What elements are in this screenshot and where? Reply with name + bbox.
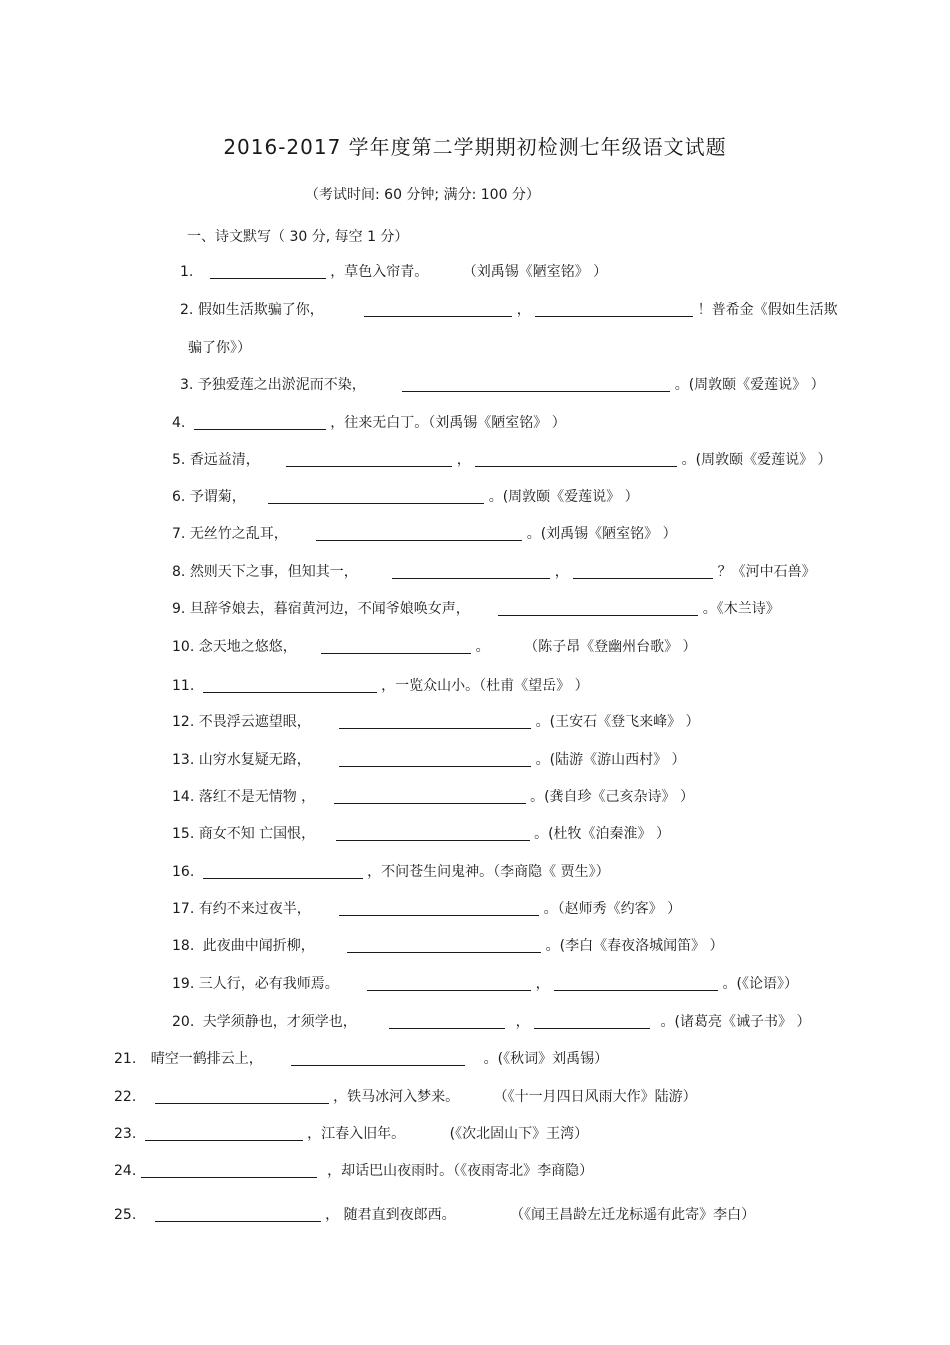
question-number: 1. [180, 264, 194, 280]
question-text: ， [515, 1014, 530, 1030]
question-number: 16. [172, 864, 195, 880]
question-13 [172, 750, 686, 770]
question-text: 香远益清， [189, 452, 260, 468]
answer-blank[interactable] [535, 302, 693, 317]
question-text: 晴空一鹤排云上， [150, 1051, 263, 1067]
question-text: 有约不来过夜半， [198, 901, 311, 917]
question-number: 24. [114, 1163, 137, 1179]
question-12 [172, 712, 700, 732]
question-number: 15. [172, 826, 195, 842]
answer-blank[interactable] [316, 526, 522, 541]
answer-blank[interactable] [145, 1126, 303, 1141]
question-text: 假如生活欺骗了你， [197, 302, 324, 318]
answer-blank[interactable] [498, 601, 698, 616]
answer-blank[interactable] [286, 452, 452, 467]
answer-blank[interactable] [336, 826, 530, 841]
question-number: 6. [172, 489, 186, 505]
question-text: 商女不知 亡国恨， [198, 826, 316, 842]
question-text: ， 随君直到夜郎西。 [325, 1207, 456, 1223]
question-source: （《闻王昌龄左迁龙标遥有此寄》李白） [510, 1207, 756, 1223]
question-text: 落红不是无情物 ， [198, 789, 316, 805]
answer-blank[interactable] [194, 415, 326, 430]
answer-blank[interactable] [155, 1089, 329, 1104]
answer-blank[interactable] [554, 976, 718, 991]
question-text: ！普希金《假如生活欺 [697, 302, 838, 318]
answer-blank[interactable] [203, 678, 377, 693]
question-text: ，江春入旧年。 [307, 1126, 406, 1142]
question-number: 4. [172, 415, 186, 431]
question-text: 夫学须静也，才须学也， [202, 1014, 357, 1030]
question-text: ，草色入帘青。 [330, 264, 429, 280]
question-9 [172, 599, 780, 619]
question-text: 。《木兰诗》 [702, 601, 780, 617]
question-text: 念天地之悠悠， [198, 639, 297, 655]
question-1 [180, 262, 607, 282]
question-text: ， [516, 302, 531, 318]
question-number: 22. [114, 1089, 137, 1105]
question-6 [172, 487, 639, 507]
question-number: 11. [172, 678, 195, 694]
question-2-cont [188, 338, 251, 358]
question-text: ， [554, 564, 569, 580]
answer-blank[interactable] [475, 452, 677, 467]
exam-info: （考试时间: 60 分钟; 满分: 100 分） [305, 187, 540, 203]
answer-blank[interactable] [339, 714, 531, 729]
question-number: 17. [172, 901, 195, 917]
question-number: 14. [172, 789, 195, 805]
answer-blank[interactable] [268, 489, 484, 504]
answer-blank[interactable] [573, 564, 713, 579]
question-number: 8. [172, 564, 186, 580]
question-text: ，一览众山小。（杜甫《望岳》 ） [381, 678, 589, 694]
question-22 [114, 1087, 697, 1107]
question-20 [172, 1012, 810, 1032]
answer-blank[interactable] [210, 264, 326, 279]
question-25 [114, 1205, 755, 1225]
question-18 [172, 936, 724, 956]
question-number: 3. [180, 377, 194, 393]
question-text: 三人行，必有我师焉。 [198, 976, 339, 992]
question-text: 。(《秋词》刘禹锡） [483, 1051, 609, 1067]
question-text: ，往来无白丁。（刘禹锡《陋室铭》 ） [330, 415, 566, 431]
question-14 [172, 787, 694, 807]
question-number: 19. [172, 976, 195, 992]
question-24 [114, 1161, 593, 1181]
answer-blank[interactable] [347, 938, 541, 953]
question-text: 。(龚自珍《己亥杂诗》 ） [530, 789, 694, 805]
answer-blank[interactable] [334, 789, 526, 804]
question-text: ，铁马冰河入梦来。 [333, 1089, 460, 1105]
question-source: （陈子昂《登幽州台歌》 ） [524, 639, 697, 655]
question-number: 25. [114, 1207, 137, 1223]
question-number: 18. [172, 938, 195, 954]
question-text: ，不问苍生问鬼神。（李商隐《 贾生》） [367, 864, 610, 880]
question-2 [180, 300, 838, 320]
answer-blank[interactable] [155, 1207, 321, 1222]
question-text: 。 [475, 639, 490, 655]
question-source: （《十一月四日风雨大作》陆游） [493, 1089, 697, 1105]
question-source: （刘禹锡《陋室铭》 ） [462, 264, 608, 280]
question-21 [114, 1049, 608, 1069]
question-number: 9. [172, 601, 186, 617]
question-number: 20. [172, 1014, 195, 1030]
question-number: 23. [114, 1126, 137, 1142]
question-text: 。(杜牧《泊秦淮》 ） [534, 826, 670, 842]
question-text: 。(周敦颐《爱莲说》 ） [681, 452, 832, 468]
question-text: 此夜曲中闻折柳， [202, 938, 315, 954]
question-text: 旦辞爷娘去，暮宿黄河边，不闻爷娘唤女声， [189, 601, 470, 617]
question-text: 。(《论语》） [722, 976, 798, 992]
answer-blank[interactable] [339, 752, 531, 767]
question-text: 然则天下之事，但知其一， [189, 564, 358, 580]
question-10 [172, 637, 697, 657]
question-text: 予谓菊， [189, 489, 246, 505]
answer-blank[interactable] [402, 377, 670, 392]
answer-blank[interactable] [203, 864, 363, 879]
question-text: 。(刘禹锡《陋室铭》 ） [526, 526, 677, 542]
answer-blank[interactable] [389, 1014, 505, 1029]
question-text: 骗了你》） [188, 340, 251, 356]
question-15 [172, 824, 670, 844]
question-text: ， [456, 452, 471, 468]
question-7 [172, 524, 677, 544]
answer-blank[interactable] [392, 564, 550, 579]
question-text: 。(周敦颐《爱莲说》 ） [674, 377, 825, 393]
question-16 [172, 862, 610, 882]
question-text: 。(王安石《登飞来峰》 ） [535, 714, 700, 730]
question-8 [172, 562, 816, 582]
question-number: 13. [172, 752, 195, 768]
question-text: 。(陆游《游山西村》 ） [535, 752, 686, 768]
answer-blank[interactable] [339, 901, 539, 916]
question-5 [172, 450, 832, 470]
question-number: 7. [172, 526, 186, 542]
question-23 [114, 1124, 588, 1144]
question-text: ？《河中石兽》 [717, 564, 816, 580]
question-text: ，却话巴山夜雨时。（《夜雨寄北》李商隐） [327, 1163, 594, 1179]
question-text: 。(诸葛亮《诫子书》 ） [660, 1014, 811, 1030]
question-text: 无丝竹之乱耳， [189, 526, 288, 542]
question-text: 。(周敦颐《爱莲说》 ） [488, 489, 639, 505]
answer-blank[interactable] [321, 639, 471, 654]
question-19 [172, 974, 798, 994]
question-text: ， [535, 976, 550, 992]
answer-blank[interactable] [364, 302, 512, 317]
question-number: 5. [172, 452, 186, 468]
question-text: 。(李白《春夜洛城闻笛》 ） [545, 938, 724, 954]
question-number: 2. [180, 302, 194, 318]
question-text: 不畏浮云遮望眼， [198, 714, 311, 730]
answer-blank[interactable] [367, 976, 531, 991]
question-number: 21. [114, 1051, 137, 1067]
question-text: 予独爱莲之出淤泥而不染， [197, 377, 366, 393]
answer-blank[interactable] [291, 1051, 465, 1066]
question-number: 12. [172, 714, 195, 730]
answer-blank[interactable] [141, 1163, 317, 1178]
section-heading: 一、诗文默写（ 30 分, 每空 1 分） [187, 229, 409, 245]
page-title: 2016-2017 学年度第二学期期初检测七年级语文试题 [223, 135, 727, 159]
question-text: 。（赵师秀《约客》 ） [543, 901, 682, 917]
question-3 [180, 375, 825, 395]
question-number: 10. [172, 639, 195, 655]
answer-blank[interactable] [534, 1014, 650, 1029]
question-source: (《次北固山下》王湾） [449, 1126, 589, 1142]
question-11 [172, 676, 589, 696]
question-text: 山穷水复疑无路， [198, 752, 311, 768]
question-17 [172, 899, 681, 919]
question-4 [172, 413, 566, 433]
